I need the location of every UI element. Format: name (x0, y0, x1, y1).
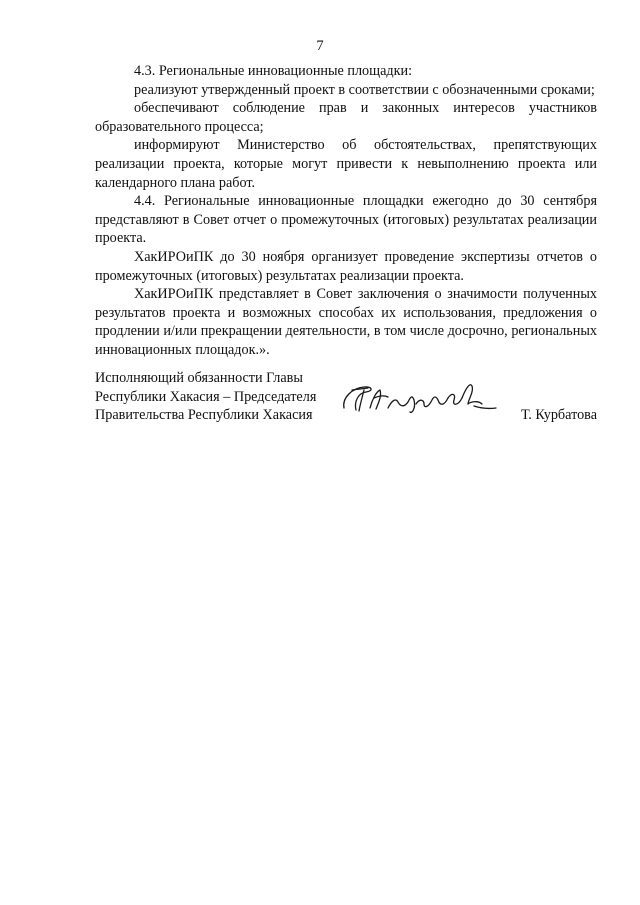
signer-position-line: Исполняющий обязанности Главы (95, 370, 303, 386)
signer-name: Т. Курбатова (521, 407, 597, 423)
paragraph-conclusions: ХакИРОиПК представляет в Совет заключения о значимости полученных результатов проекта и возможных способах их использования, предложения о продлении и/или прекращении деятельности, в том числе досрочно, региональных инновационных площадок.». (95, 286, 597, 358)
signer-position (95, 369, 335, 425)
paragraph-expertise: ХакИРОиПК до 30 ноября организует проведение экспертизы отчетов о промежуточных (итоговых) результатах реализации проекта. (95, 248, 597, 284)
signature-block (95, 369, 597, 429)
paragraph-inform-ministry: информируют Министерство об обстоятельствах, препятствующих реализации проекта, которые могут привести к невыполнению проекта или календарного плана работ. (95, 137, 597, 191)
paragraph-4-4-reports: 4.4. Региональные инновационные площадки ежегодно до 30 сентября представляют в Совет отчет о промежуточных (итоговых) результатах реализации проекта. (95, 193, 597, 247)
paragraph-4-3-heading: 4.3. Региональные инновационные площадки: (134, 63, 413, 79)
page-number: 7 (316, 38, 324, 54)
document-body (95, 62, 597, 360)
signer-position-line: Правительства Республики Хакасия (95, 407, 313, 424)
paragraph-implement-project: реализуют утвержденный проект в соответствии с обозначенными сроками; (134, 81, 595, 98)
handwritten-signature (338, 378, 498, 418)
signer-position-line: Республики Хакасия – Председателя (95, 388, 317, 405)
paragraph-ensure-rights: обеспечивают соблюдение прав и законных интересов участников образовательного процесса; (95, 100, 597, 135)
